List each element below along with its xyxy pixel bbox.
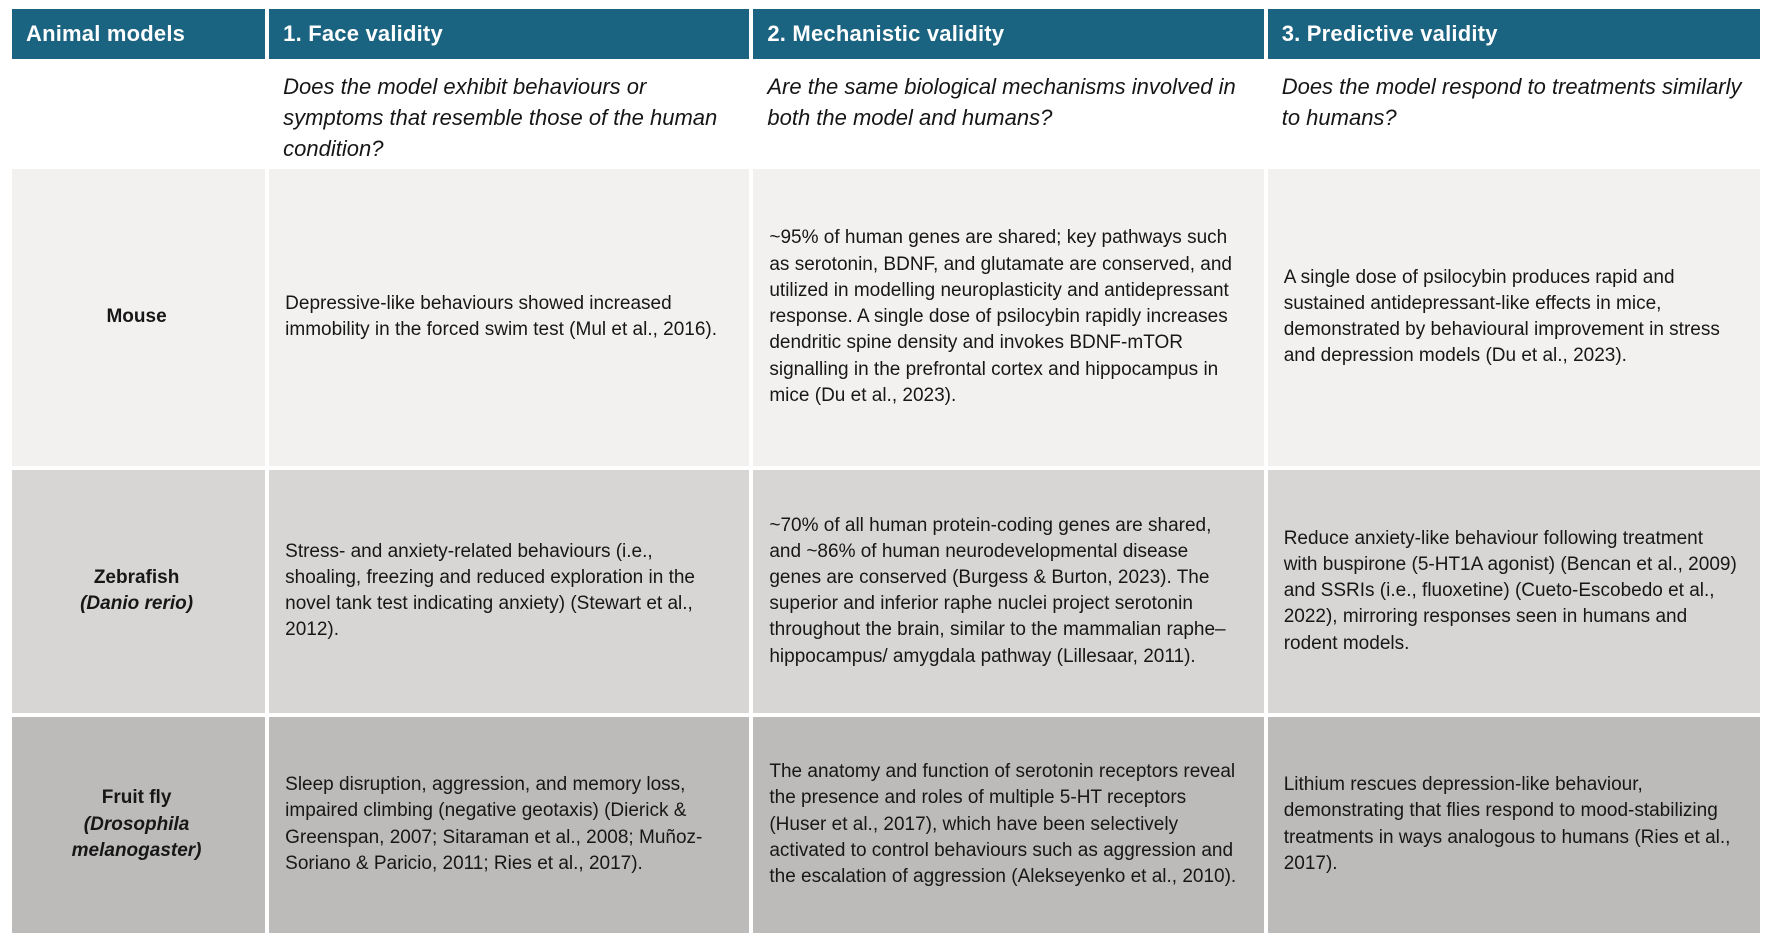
- question-row: [12, 63, 1760, 165]
- zebrafish-face-validity-cell: Stress- and anxiety-related behaviours (i.e., shoaling, freezing and reduced exploration in the novel tank test indicating anxiety) (Stewart et al., 2012).: [269, 470, 749, 713]
- fruit-fly-predictive-validity-cell: Lithium rescues depression-like behaviour, demonstrating that flies respond to mood-stabilizing treatments in ways analogous to humans (Ries et al., 2017).: [1268, 717, 1760, 933]
- model-latin-name: (Danio rerio): [80, 593, 194, 615]
- zebrafish-mechanistic-validity-cell: ~70% of all human protein-coding genes are shared, and ~86% of human neurodevelopmental disease genes are conserved (Burgess & Burton, 2023). The superior and inferior raphe nuclei project serotonin throughout the brain, similar to the mammalian raphe–hippocampus/ amygdala pathway (Lillesaar, 2011).: [753, 470, 1263, 713]
- table-header-row: [12, 9, 1760, 59]
- fruit-fly-face-validity-cell: Sleep disruption, aggression, and memory loss, impaired climbing (negative geotaxis) (Dierick & Greenspan, 2007; Sitaraman et al., 2008; Muñoz-Soriano & Paricio, 2011; Ries et al., 2017).: [269, 717, 749, 933]
- model-cell-mouse: [12, 169, 265, 466]
- question-mechanistic-validity: Are the same biological mechanisms involved in both the model and humans?: [753, 63, 1263, 165]
- question-empty-cell: [12, 63, 265, 165]
- fruit-fly-mechanistic-validity-cell: The anatomy and function of serotonin receptors reveal the presence and roles of multiple 5-HT receptors (Huser et al., 2017), which have been selectively activated to control behaviours such as aggression and the escalation of aggression (Alekseyenko et al., 2010).: [753, 717, 1263, 933]
- header-mechanistic-validity: 2. Mechanistic validity: [753, 9, 1263, 59]
- zebrafish-predictive-validity-cell: Reduce anxiety-like behaviour following treatment with buspirone (5-HT1A agonist) (Bencan et al., 2009) and SSRIs (i.e., fluoxetine) (Cueto-Escobedo et al., 2022), mirroring responses seen in humans and rodent models.: [1268, 470, 1760, 713]
- table-row-fruit-fly: [12, 717, 1760, 933]
- model-cell-fruit-fly: [12, 717, 265, 933]
- animal-models-validity-table: [8, 5, 1764, 937]
- model-name: Fruit fly: [101, 787, 172, 809]
- model-latin-name: (Drosophila melanogaster): [71, 813, 202, 861]
- question-face-validity: Does the model exhibit behaviours or symptoms that resemble those of the human condition?: [269, 63, 749, 165]
- header-predictive-validity: 3. Predictive validity: [1268, 9, 1760, 59]
- header-face-validity: 1. Face validity: [269, 9, 749, 59]
- model-name: Zebrafish: [93, 566, 180, 588]
- table-row-mouse: [12, 169, 1760, 466]
- question-predictive-validity: Does the model respond to treatments similarly to humans?: [1268, 63, 1760, 165]
- table-row-zebrafish: [12, 470, 1760, 713]
- model-cell-zebrafish: [12, 470, 265, 713]
- mouse-predictive-validity-cell: A single dose of psilocybin produces rapid and sustained antidepressant-like effects in mice, demonstrated by behavioural improvement in stress and depression models (Du et al., 2023).: [1268, 169, 1760, 466]
- model-name: Mouse: [106, 306, 167, 328]
- mouse-face-validity-cell: Depressive-like behaviours showed increased immobility in the forced swim test (Mul et al., 2016).: [269, 169, 749, 466]
- mouse-mechanistic-validity-cell: ~95% of human genes are shared; key pathways such as serotonin, BDNF, and glutamate are conserved, and utilized in modelling neuroplasticity and antidepressant response. A single dose of psilocybin rapidly increases dendritic spine density and invokes BDNF-mTOR signalling in the prefrontal cortex and hippocampus in mice (Du et al., 2023).: [753, 169, 1263, 466]
- header-animal-models: Animal models: [12, 9, 265, 59]
